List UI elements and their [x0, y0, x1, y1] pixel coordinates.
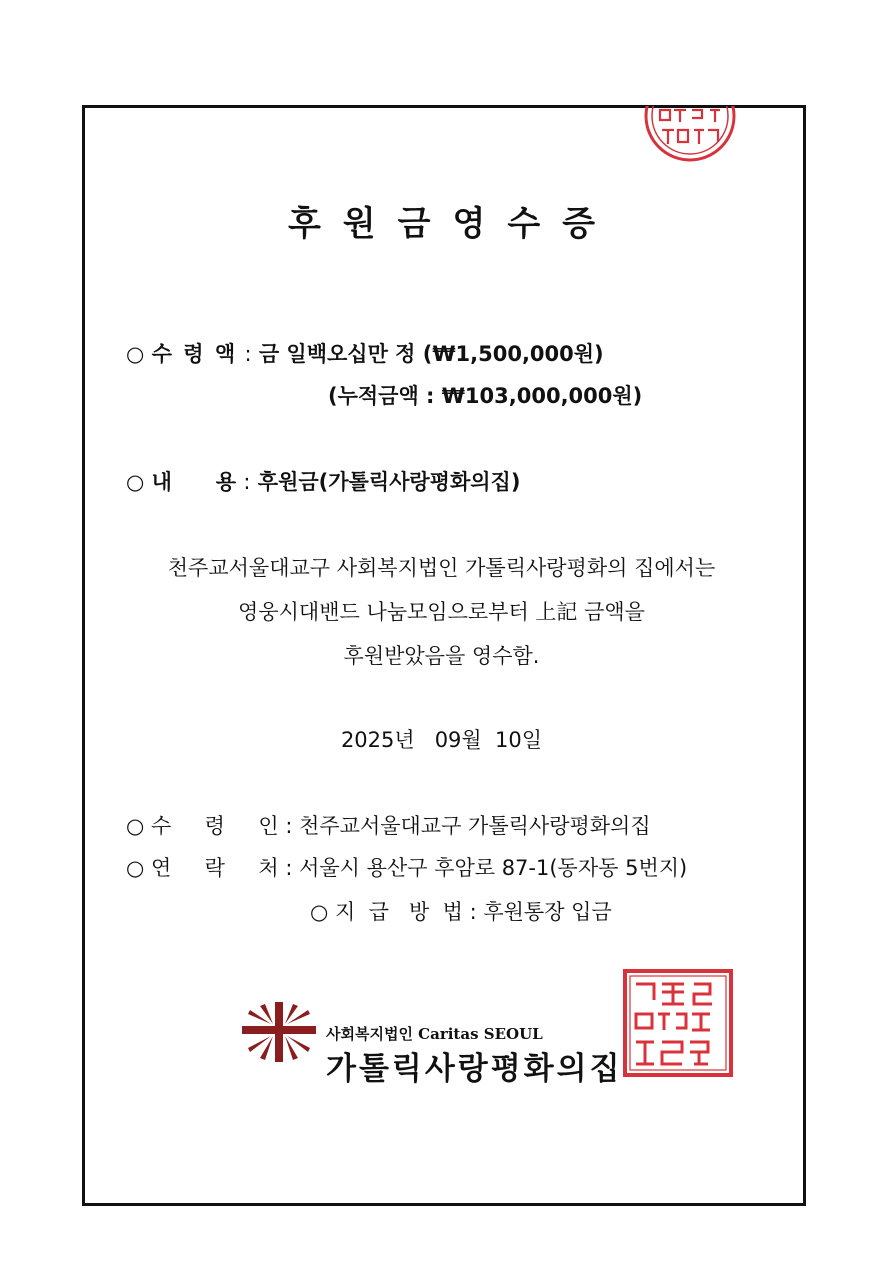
payment-value: 후원통장 입금	[483, 900, 612, 924]
content-bullet: ○	[126, 470, 145, 494]
contact-label: 연 락 처	[151, 856, 279, 880]
payment-bullet: ○	[310, 900, 329, 924]
recipient-label: 수 령 인	[151, 814, 279, 838]
logo-subtitle: 사회복지법인 Caritas SEOUL	[326, 1025, 543, 1043]
contact-row	[126, 852, 687, 882]
payment-label: 지 급 방 법	[335, 900, 463, 924]
recipient-colon: :	[285, 814, 293, 838]
logo-name: 가톨릭사랑평화의집	[326, 1051, 623, 1087]
top-seal-stamp	[640, 106, 740, 164]
contact-bullet: ○	[126, 856, 145, 880]
payment-colon: :	[469, 900, 477, 924]
body-line-2: 영웅시대밴드 나눔모임으로부터 上記 금액을	[238, 600, 645, 624]
recipient-bullet: ○	[126, 814, 145, 838]
recipient-row	[126, 810, 651, 840]
contact-colon: :	[285, 856, 293, 880]
contact-value: 서울시 용산구 후암로 87-1(동자동 5번지)	[299, 856, 688, 880]
content-colon: :	[243, 470, 251, 494]
amount-bullet: ○	[126, 342, 145, 366]
issue-date: 2025년 09월 10일	[340, 728, 543, 752]
official-seal-stamp	[622, 968, 734, 1078]
recipient-value: 천주교서울대교구 가톨릭사랑평화의집	[299, 814, 651, 838]
amount-row	[126, 338, 604, 368]
body-line-3: 후원받았음을 영수함.	[343, 644, 540, 668]
payment-row	[310, 896, 612, 926]
content-value: 후원금(가톨릭사랑평화의집)	[257, 470, 521, 494]
amount-value: 금 일백오십만 정 (₩1,500,000원)	[258, 342, 604, 366]
page-title: 후원금영수증	[287, 204, 618, 244]
amount-label: 수 령 액	[151, 342, 238, 366]
caritas-logo-icon	[242, 1002, 316, 1062]
cumulative-amount: (누적금액 : ₩103,000,000원)	[328, 384, 643, 408]
body-line-1: 천주교서울대교구 사회복지법인 가톨릭사랑평화의 집에서는	[167, 556, 716, 580]
amount-colon: :	[244, 342, 252, 366]
content-row	[126, 466, 520, 496]
content-label: 내 용	[151, 470, 237, 494]
